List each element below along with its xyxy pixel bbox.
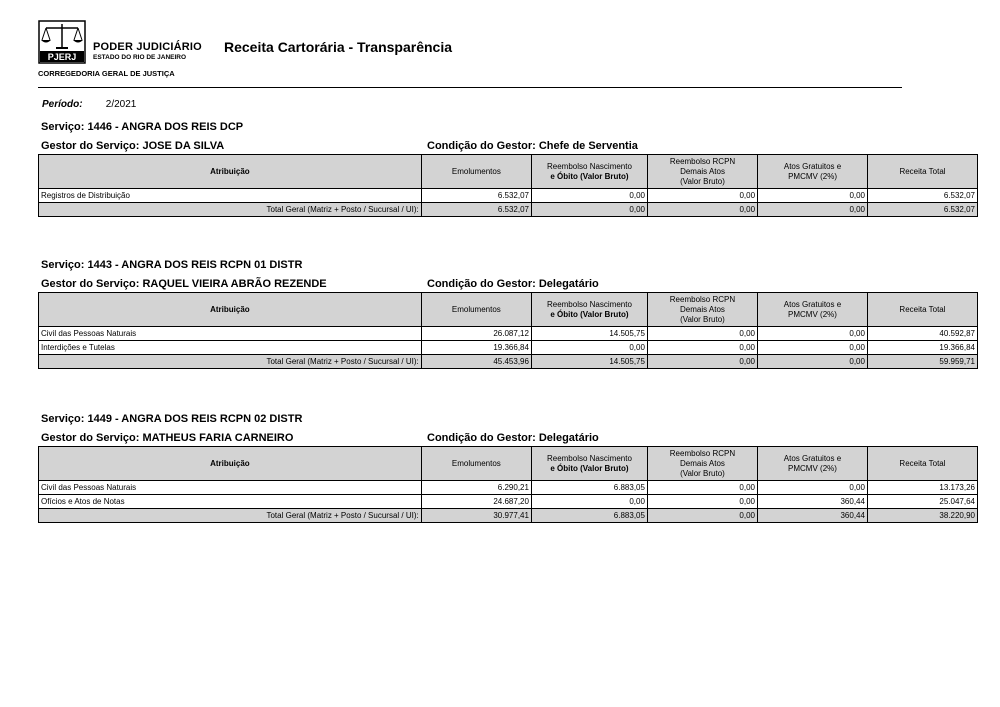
- cell-rcpn: 0,00: [647, 341, 757, 355]
- total-emolumentos: 6.532,07: [421, 203, 531, 217]
- cell-rcpn: 0,00: [647, 189, 757, 203]
- total-rcpn: 0,00: [647, 355, 757, 369]
- col-atos-gratuitos: Atos Gratuitos e PMCMV (2%): [758, 447, 868, 481]
- cell-emolumentos: 19.366,84: [421, 341, 531, 355]
- service-manager: Gestor do Serviço: JOSE DA SILVA: [41, 140, 225, 152]
- col-emolumentos: Emolumentos: [421, 155, 531, 189]
- col-receita-total: Receita Total: [868, 155, 978, 189]
- header-divider: [38, 87, 902, 88]
- manager-condition: Condição do Gestor: Delegatário: [427, 278, 599, 290]
- cell-receita: 13.173,26: [867, 481, 977, 495]
- cell-atribuicao: Ofícios e Atos de Notas: [39, 495, 422, 509]
- service-title: Serviço: 1446 - ANGRA DOS REIS DCP: [41, 121, 244, 133]
- col-reembolso-rcpn: Reembolso RCPN Demais Atos (Valor Bruto): [647, 155, 757, 189]
- org-name: PODER JUDICIÁRIO: [93, 41, 202, 53]
- cell-atribuicao: Civil das Pessoas Naturais: [39, 327, 422, 341]
- cell-nascimento: 14.505,75: [531, 327, 647, 341]
- col-reembolso-nascimento: Reembolso Nascimento e Óbito (Valor Bruto): [531, 155, 647, 189]
- cell-emolumentos: 6.532,07: [421, 189, 531, 203]
- org-block: [93, 41, 202, 61]
- cell-atribuicao: Interdições e Tutelas: [39, 341, 422, 355]
- table-header-row: [39, 447, 978, 481]
- cell-receita: 19.366,84: [867, 341, 977, 355]
- periodo-value: 2/2021: [105, 99, 137, 110]
- total-row: [39, 355, 978, 369]
- col-atribuicao: Atribuição: [39, 447, 422, 481]
- revenue-table: [38, 154, 978, 217]
- total-emolumentos: 30.977,41: [421, 509, 531, 523]
- col-emolumentos: Emolumentos: [421, 293, 531, 327]
- table-row: [39, 327, 978, 341]
- service-title: Serviço: 1443 - ANGRA DOS REIS RCPN 01 DISTR: [41, 259, 303, 271]
- total-receita: 38.220,90: [867, 509, 977, 523]
- cell-atribuicao: Registros de Distribuição: [39, 189, 422, 203]
- total-label: Total Geral (Matriz + Posto / Sucursal / UI):: [39, 509, 422, 523]
- svg-text:PJERJ: PJERJ: [47, 52, 77, 62]
- cell-gratuitos: 0,00: [758, 327, 868, 341]
- table-row: [39, 495, 978, 509]
- total-nascimento: 14.505,75: [531, 355, 647, 369]
- cell-gratuitos: 0,00: [758, 189, 868, 203]
- total-row: [39, 509, 978, 523]
- total-receita: 6.532,07: [868, 203, 978, 217]
- periodo: [42, 99, 136, 110]
- total-gratuitos: 360,44: [758, 509, 868, 523]
- col-atribuicao: Atribuição: [39, 293, 422, 327]
- table-row: [39, 481, 978, 495]
- service-title: Serviço: 1449 - ANGRA DOS REIS RCPN 02 DISTR: [41, 413, 303, 425]
- total-rcpn: 0,00: [647, 203, 757, 217]
- cell-nascimento: 0,00: [531, 495, 647, 509]
- periodo-label: Período:: [42, 99, 83, 110]
- col-atos-gratuitos: Atos Gratuitos e PMCMV (2%): [758, 155, 868, 189]
- total-label: Total Geral (Matriz + Posto / Sucursal / UI):: [39, 203, 422, 217]
- pjerj-scales-logo-icon: [38, 20, 86, 64]
- total-emolumentos: 45.453,96: [421, 355, 531, 369]
- report-header: [38, 20, 902, 88]
- col-receita-total: Receita Total: [867, 293, 977, 327]
- cell-receita: 25.047,64: [867, 495, 977, 509]
- col-atos-gratuitos: Atos Gratuitos e PMCMV (2%): [758, 293, 868, 327]
- cell-nascimento: 0,00: [531, 189, 647, 203]
- col-receita-total: Receita Total: [867, 447, 977, 481]
- cell-gratuitos: 0,00: [758, 481, 868, 495]
- total-rcpn: 0,00: [647, 509, 757, 523]
- col-reembolso-nascimento: Reembolso Nascimento e Óbito (Valor Bruto): [531, 293, 647, 327]
- col-atribuicao: Atribuição: [39, 155, 422, 189]
- total-nascimento: 6.883,05: [531, 509, 647, 523]
- total-gratuitos: 0,00: [758, 203, 868, 217]
- cell-rcpn: 0,00: [647, 495, 757, 509]
- revenue-table: [38, 446, 978, 523]
- manager-condition: Condição do Gestor: Delegatário: [427, 432, 599, 444]
- corregedoria-label: CORREGEDORIA GERAL DE JUSTIÇA: [38, 69, 175, 78]
- cell-gratuitos: 360,44: [758, 495, 868, 509]
- cell-nascimento: 0,00: [531, 341, 647, 355]
- cell-emolumentos: 24.687,20: [421, 495, 531, 509]
- total-row: [39, 203, 978, 217]
- page-title: Receita Cartorária - Transparência: [224, 39, 452, 55]
- col-emolumentos: Emolumentos: [421, 447, 531, 481]
- revenue-table: [38, 292, 978, 369]
- total-receita: 59.959,71: [867, 355, 977, 369]
- table-row: [39, 341, 978, 355]
- service-manager: Gestor do Serviço: MATHEUS FARIA CARNEIRO: [41, 432, 294, 444]
- manager-condition: Condição do Gestor: Chefe de Serventia: [427, 140, 638, 152]
- cell-nascimento: 6.883,05: [531, 481, 647, 495]
- cell-rcpn: 0,00: [647, 327, 757, 341]
- col-reembolso-rcpn: Reembolso RCPN Demais Atos (Valor Bruto): [647, 293, 757, 327]
- cell-receita: 6.532,07: [868, 189, 978, 203]
- table-header-row: [39, 155, 978, 189]
- total-nascimento: 0,00: [531, 203, 647, 217]
- cell-emolumentos: 26.087,12: [421, 327, 531, 341]
- cell-gratuitos: 0,00: [758, 341, 868, 355]
- total-gratuitos: 0,00: [758, 355, 868, 369]
- cell-emolumentos: 6.290,21: [421, 481, 531, 495]
- cell-atribuicao: Civil das Pessoas Naturais: [39, 481, 422, 495]
- cell-receita: 40.592,87: [867, 327, 977, 341]
- col-reembolso-rcpn: Reembolso RCPN Demais Atos (Valor Bruto): [647, 447, 757, 481]
- org-subtitle: ESTADO DO RIO DE JANEIRO: [93, 54, 187, 61]
- total-label: Total Geral (Matriz + Posto / Sucursal / UI):: [39, 355, 422, 369]
- table-row: [39, 189, 978, 203]
- service-manager: Gestor do Serviço: RAQUEL VIEIRA ABRÃO REZENDE: [41, 278, 327, 290]
- table-header-row: [39, 293, 978, 327]
- cell-rcpn: 0,00: [647, 481, 757, 495]
- col-reembolso-nascimento: Reembolso Nascimento e Óbito (Valor Bruto): [531, 447, 647, 481]
